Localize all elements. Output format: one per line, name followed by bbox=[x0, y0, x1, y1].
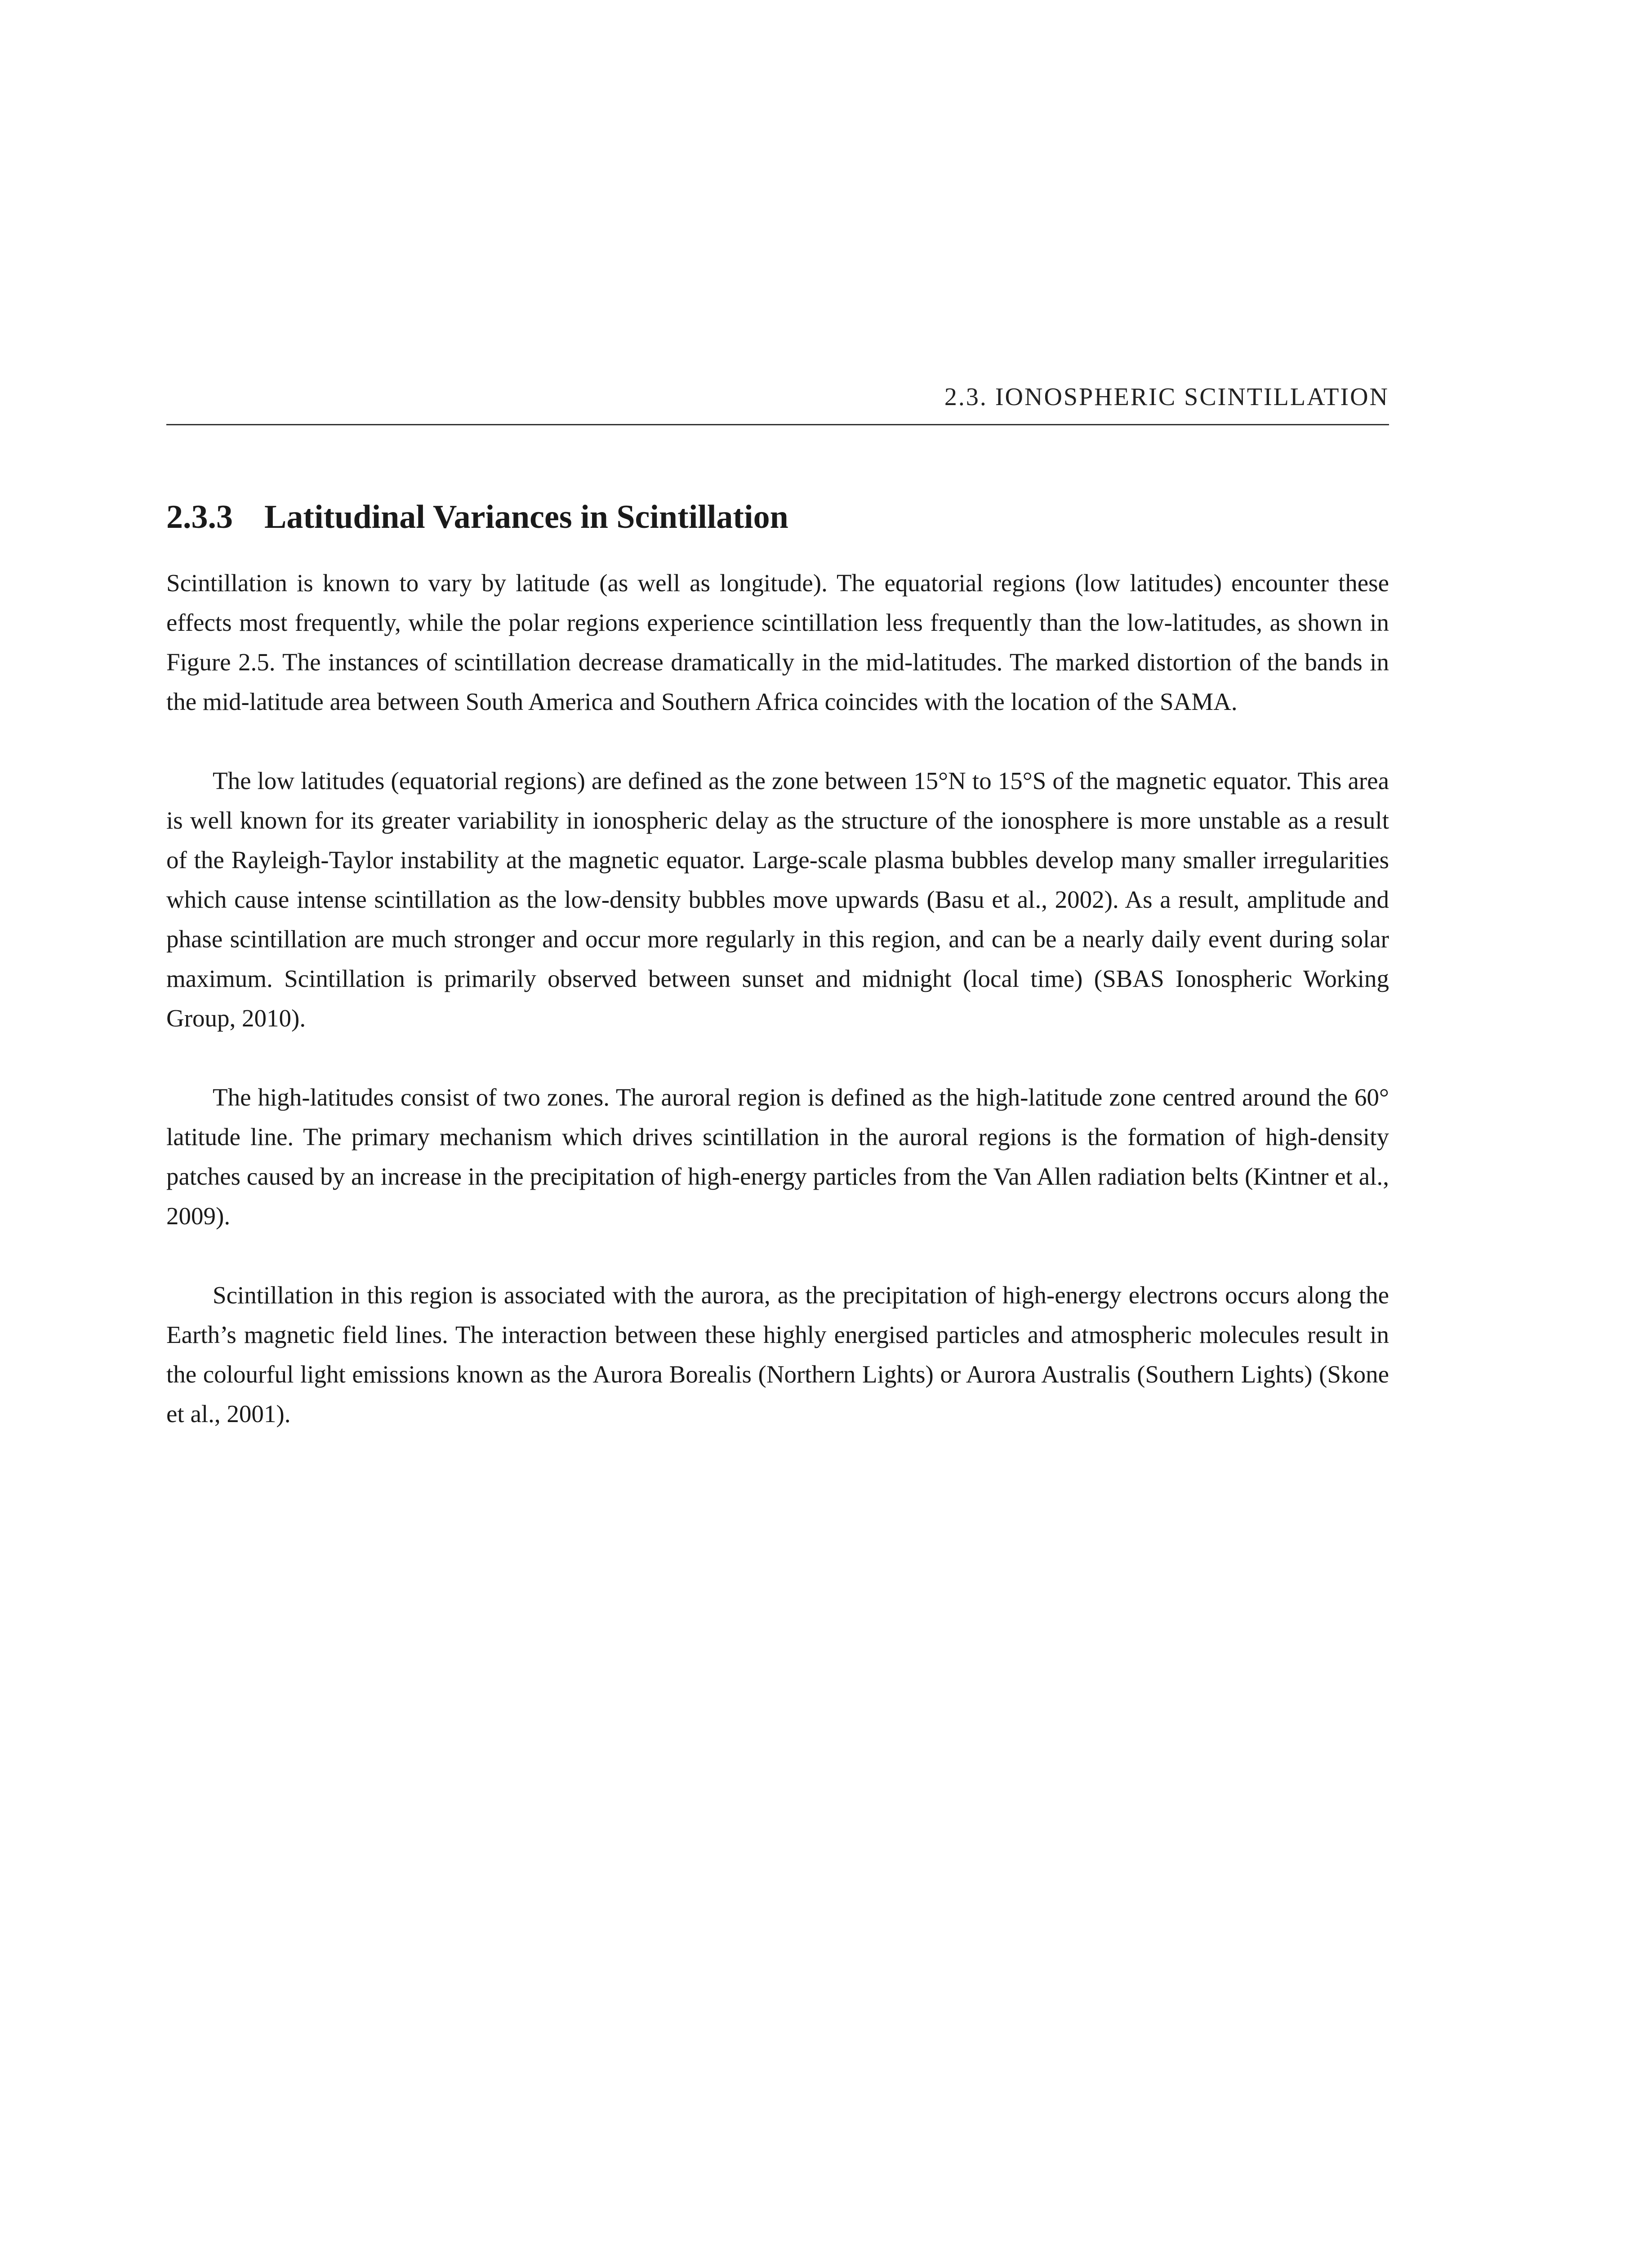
section-heading bbox=[166, 499, 1389, 535]
body-text bbox=[166, 563, 1389, 1473]
running-header: 2.3. IONOSPHERIC SCINTILLATION bbox=[944, 383, 1389, 411]
paragraph-3: The high-latitudes consist of two zones. The auroral region is defined as the high-latitude zone centred around the 60° latitude line. The primary mechanism which drives scintillation in the auroral regions is the formation of high-density patches caused by an increase in the precipitation of high-energy particles from the Van Allen radiation belts (Kintner et al., 2009). bbox=[166, 1084, 1389, 1230]
section-number: 2.3.3 bbox=[166, 499, 233, 535]
section-title: Latitudinal Variances in Scintillation bbox=[264, 499, 788, 535]
paragraph-1: Scintillation is known to vary by latitude (as well as longitude). The equatorial regions (low latitudes) encounter these effects most frequently, while the polar regions experience scintillation less frequently than the low-latitudes, as shown in Figure 2.5. The instances of scintillation decrease dramatically in the mid-latitudes. The marked distortion of the bands in the mid-latitude area between South America and Southern Africa coincides with the location of the SAMA. bbox=[166, 569, 1389, 715]
header-rule bbox=[166, 424, 1389, 425]
paragraph-4: Scintillation in this region is associated with the aurora, as the precipitation of high-energy electrons occurs along the Earth’s magnetic field lines. The interaction between these highly energised particles and atmospheric molecules result in the colourful light emissions known as the Aurora Borealis (Northern Lights) or Aurora Australis (Southern Lights) (Skone et al., 2001). bbox=[166, 1281, 1389, 1427]
paragraph-2: The low latitudes (equatorial regions) are defined as the zone between 15°N to 15°S of the magnetic equator. This area is well known for its greater variability in ionospheric delay as the structure of the ionosphere is more unstable as a result of the Rayleigh-Taylor instability at the magnetic equator. Large-scale plasma bubbles develop many smaller irregularities which cause intense scintillation as the low-density bubbles move upwards (Basu et al., 2002). As a result, amplitude and phase scintillation are much stronger and occur more regularly in this region, and can be a nearly daily event during solar maximum. Scintillation is primarily observed between sunset and midnight (local time) (SBAS Ionospheric Working Group, 2010). bbox=[166, 767, 1389, 1032]
